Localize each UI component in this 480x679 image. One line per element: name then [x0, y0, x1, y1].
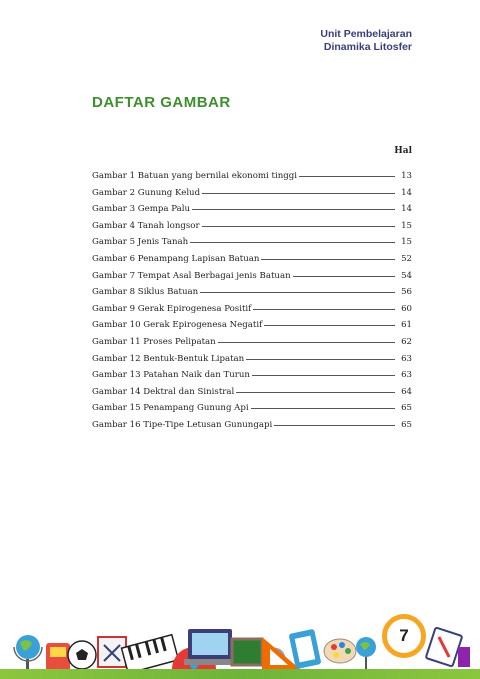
unit-header	[320, 28, 412, 54]
figure-entry-label: Gambar 4 Tanah longsor	[92, 220, 200, 231]
figure-entry-page: 56	[401, 287, 412, 298]
leader-line	[202, 193, 395, 194]
palette-icon	[46, 643, 70, 671]
figure-entry[interactable]	[92, 271, 412, 288]
leader-line	[299, 176, 395, 177]
figure-entry[interactable]	[92, 188, 412, 205]
figure-entry[interactable]	[92, 320, 412, 337]
artboard-icon	[426, 627, 470, 667]
figure-entry-label: Gambar 9 Gerak Epirogenesa Positif	[92, 303, 252, 314]
page-title: DAFTAR GAMBAR	[92, 94, 231, 111]
figure-entry[interactable]	[92, 287, 412, 304]
leader-line	[274, 425, 395, 426]
soccer-ball-icon	[68, 641, 96, 669]
figure-entry-page: 60	[401, 303, 412, 314]
figure-entry-label: Gambar 16 Tipe-Tipe Letusan Gunungapi	[92, 419, 273, 430]
figure-entry-label: Gambar 2 Gunung Kelud	[92, 187, 201, 198]
figure-entry[interactable]	[92, 337, 412, 354]
paint-palette-icon	[324, 639, 356, 663]
figure-entry-label: Gambar 3 Gempa Palu	[92, 204, 191, 215]
figure-entry-label: Gambar 1 Batuan yang bernilai ekonomi tinggi	[92, 171, 297, 181]
figure-entry[interactable]	[92, 304, 412, 321]
grass-strip	[0, 669, 480, 679]
figure-entry-page: 61	[401, 320, 412, 331]
figure-list	[92, 171, 412, 437]
leader-line	[246, 359, 395, 360]
leader-line	[293, 276, 395, 277]
figure-entry-page: 62	[401, 336, 412, 347]
figure-entry-label: Gambar 8 Siklus Batuan	[92, 287, 199, 298]
figure-entry-label: Gambar 6 Penampang Lapisan Batuan	[92, 253, 260, 264]
figure-entry[interactable]	[92, 237, 412, 254]
laptop-icon	[184, 629, 236, 665]
figure-entry-page: 63	[401, 353, 412, 364]
leader-line	[236, 392, 395, 393]
figure-entry-page: 15	[401, 220, 412, 231]
leader-line	[192, 209, 395, 210]
figure-entry-page: 15	[401, 237, 412, 248]
figure-entry-label: Gambar 14 Dektral dan Sinistral	[92, 386, 235, 397]
figure-entry[interactable]	[92, 254, 412, 271]
figure-entry-label: Gambar 7 Tempat Asal Berbagai jenis Batuan	[92, 270, 291, 281]
header-line-2: Dinamika Litosfer	[323, 41, 412, 53]
figure-entry[interactable]	[92, 171, 412, 188]
leader-line	[190, 242, 395, 243]
figure-entry-label: Gambar 5 Jenis Tanah	[92, 237, 189, 248]
leader-line	[264, 325, 395, 326]
figure-entry-label: Gambar 15 Penampang Gunung Api	[92, 403, 249, 414]
page-number-badge	[382, 614, 426, 658]
figure-entry-label: Gambar 11 Proses Pelipatan	[92, 336, 216, 347]
leader-line	[261, 259, 395, 260]
figure-entry-label: Gambar 13 Patahan Naik dan Turun	[92, 370, 250, 381]
figure-entry-page: 65	[401, 403, 412, 414]
piano-keys-icon	[122, 635, 179, 674]
figure-entry-page: 64	[401, 386, 412, 397]
page-number: 7	[399, 626, 409, 645]
figure-entry[interactable]	[92, 403, 412, 420]
figure-entry-label: Gambar 12 Bentuk-Bentuk Lipatan	[92, 353, 245, 364]
figure-entry-page: 54	[401, 270, 412, 281]
figure-entry-page: 13	[401, 171, 412, 181]
clipboard-icon	[289, 629, 322, 670]
figure-entry-page: 14	[401, 187, 412, 198]
figure-entry-page: 52	[401, 253, 412, 264]
figure-entry[interactable]	[92, 370, 412, 387]
figure-entry-label: Gambar 10 Gerak Epirogenesa Negatif	[92, 320, 263, 331]
figure-entry[interactable]	[92, 387, 412, 404]
footer-illustration	[0, 607, 480, 679]
page-column-label: Hal	[394, 146, 412, 156]
leader-line	[253, 309, 395, 310]
leader-line	[252, 375, 395, 376]
leader-line	[200, 292, 395, 293]
figure-entry[interactable]	[92, 204, 412, 221]
globe-icon-right	[356, 637, 376, 669]
header-line-1: Unit Pembelajaran	[320, 28, 412, 40]
figure-entry[interactable]	[92, 354, 412, 371]
leader-line	[251, 408, 395, 409]
figure-entry[interactable]	[92, 420, 412, 437]
leader-line	[202, 226, 395, 227]
figure-entry[interactable]	[92, 221, 412, 238]
globe-icon	[14, 635, 42, 671]
figure-entry-page: 14	[401, 204, 412, 215]
leader-line	[218, 342, 395, 343]
figure-entry-page: 65	[401, 419, 412, 430]
figure-entry-page: 63	[401, 370, 412, 381]
